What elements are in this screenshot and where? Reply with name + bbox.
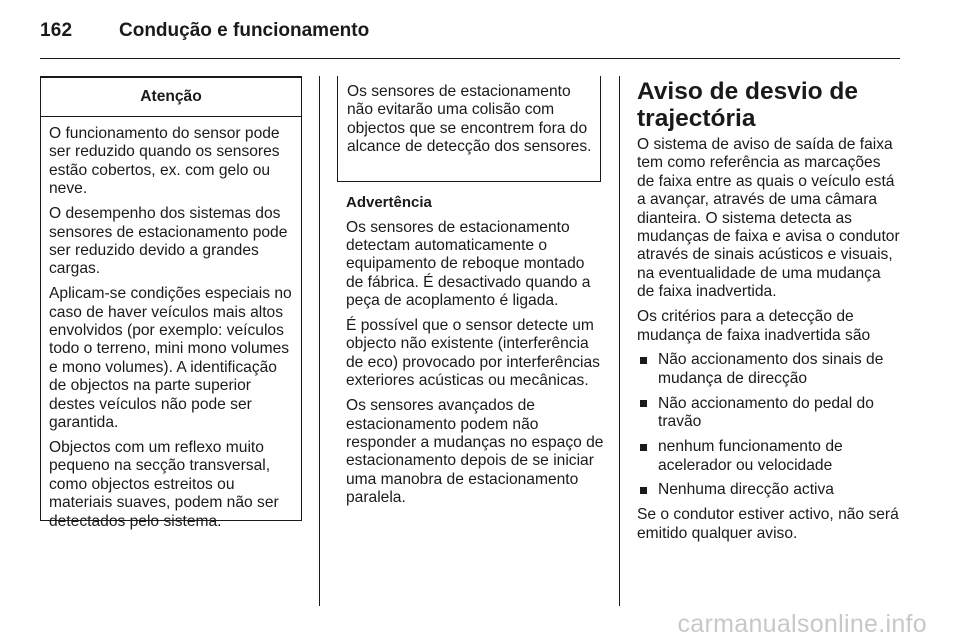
column-divider-right xyxy=(619,76,620,606)
section-title: Condução e funcionamento xyxy=(119,20,370,41)
closing-paragraph: Se o condutor estiver activo, não será emitido qualquer aviso. xyxy=(637,506,899,542)
lane-departure-heading: Aviso de desvio de trajectória xyxy=(637,78,859,132)
criteria-intro: Os critérios para a detecção de mudança de faixa inadvertida são xyxy=(637,308,871,344)
list-item-text: Não accionamento do pedal do travão xyxy=(658,394,874,431)
bullet-square-icon xyxy=(640,444,647,451)
list-item xyxy=(637,438,901,475)
advertencia-paragraph: Os sensores de estacionamento detectam automaticamente o equipamento de reboque montado de fábrica. É desactivado quando a peça de acoplamento é ligada. xyxy=(346,218,591,310)
collision-note-box xyxy=(337,76,601,182)
list-item xyxy=(637,395,901,432)
attention-box xyxy=(40,76,302,530)
collision-note-text: Os sensores de estacionamento não evitarão uma colisão com objectos que se encontrem fora do alcance de detecção dos sensores. xyxy=(347,83,592,156)
column-divider-left xyxy=(319,76,320,606)
advertencia-section xyxy=(346,194,604,514)
page-header xyxy=(0,0,960,58)
attention-heading: Atenção xyxy=(41,78,301,117)
attention-paragraph: O funcionamento do sensor pode ser reduzido quando os sensores estão cobertos, ex. com gelo ou neve. xyxy=(49,125,280,198)
header-rule xyxy=(40,58,900,59)
attention-paragraph: Objectos com um reflexo muito pequeno na secção transversal, como objectos estreitos ou materiais suaves, podem não ser detectados pelo sistema. xyxy=(49,439,279,530)
list-item-text: Nenhuma direcção activa xyxy=(658,481,834,499)
lane-departure-intro: O sistema de aviso de saída de faixa tem como referência as marcações de faixa entre as quais o veículo está a avançar, através de uma câmara dianteira. O sistema detecta as mudanças de faixa e avisa o condutor através de sinais acústicos e visuais, na eventualidade de uma mudança de faixa inadvertida. xyxy=(637,136,900,301)
bullet-square-icon xyxy=(640,487,647,494)
list-item-text: Não accionamento dos sinais de mudança de direcção xyxy=(658,351,884,387)
advertencia-title: Advertência xyxy=(346,194,432,211)
attention-paragraph: Aplicam-se condições especiais no caso de haver veículos mais altos envolvidos (por exemplo: veículos todo o terreno, mini mono volumes e mono volumes). A identificação de objectos na parte superior destes veículos não pode ser garantida. xyxy=(49,285,292,432)
page-number: 162 xyxy=(40,20,73,41)
watermark: carmanualsonline.info xyxy=(677,610,927,638)
attention-body xyxy=(41,117,301,531)
attention-paragraph: O desempenho dos sistemas dos sensores de estacionamento pode ser reduzido devido a grandes cargas. xyxy=(49,205,288,278)
criteria-list xyxy=(637,351,901,499)
advertencia-paragraph: É possível que o sensor detecte um objecto não existente (interferência de eco) provocado por interferências exteriores acústicas ou mecânicas. xyxy=(346,317,600,390)
list-item xyxy=(637,481,901,499)
lane-departure-section xyxy=(637,78,901,550)
bullet-square-icon xyxy=(640,400,647,407)
list-item xyxy=(637,351,901,388)
bullet-square-icon xyxy=(640,357,647,364)
list-item-text: nenhum funcionamento de acelerador ou velocidade xyxy=(658,438,843,474)
advertencia-paragraph: Os sensores avançados de estacionamento podem não responder a mudanças no espaço de estacionamento depois de se iniciar uma manobra de estacionamento paralela. xyxy=(346,397,604,507)
